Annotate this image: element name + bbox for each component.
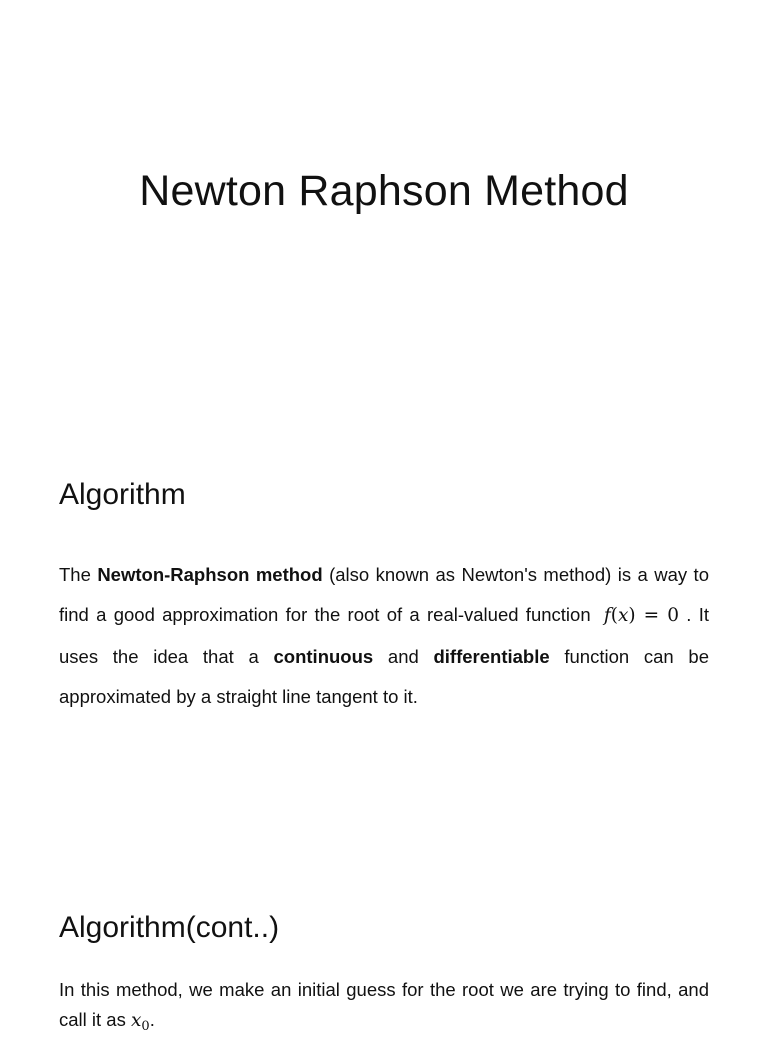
slide-title: Newton Raphson Method	[139, 167, 629, 215]
math-x0	[130, 1010, 150, 1034]
math-equation	[604, 605, 679, 626]
para-text: The	[59, 564, 98, 585]
bold-term-differentiable: differentiable	[433, 645, 550, 667]
math-paren-close: )	[628, 605, 636, 627]
math-x: x	[130, 1010, 142, 1031]
para-text: and	[373, 645, 434, 667]
algorithm-heading: Algorithm	[59, 478, 186, 511]
math-f: f	[603, 605, 611, 627]
para-text: (also known as Newton's method) is a way to find a good approximation for the root of a real-valued function	[59, 564, 709, 626]
bold-term-newton-raphson: Newton-Raphson method	[97, 564, 323, 585]
para-text: function can be approximated by a straight line tangent to it.	[59, 645, 709, 707]
math-subscript: 0	[141, 1019, 150, 1034]
para-text: In this method, we make an initial guess for the root we are trying to find, and call it as	[59, 979, 709, 1030]
math-paren-open: (	[610, 605, 618, 627]
bold-term-continuous: continuous	[273, 645, 374, 667]
para-text: .	[149, 1009, 155, 1030]
algorithm-paragraph	[59, 555, 709, 717]
para-text: . It uses the idea that a	[59, 604, 709, 667]
math-x: x	[617, 605, 629, 627]
math-equals-zero: = 0	[635, 605, 679, 627]
algorithm-cont-heading: Algorithm(cont..)	[59, 911, 280, 944]
algorithm-cont-paragraph	[59, 975, 709, 1042]
